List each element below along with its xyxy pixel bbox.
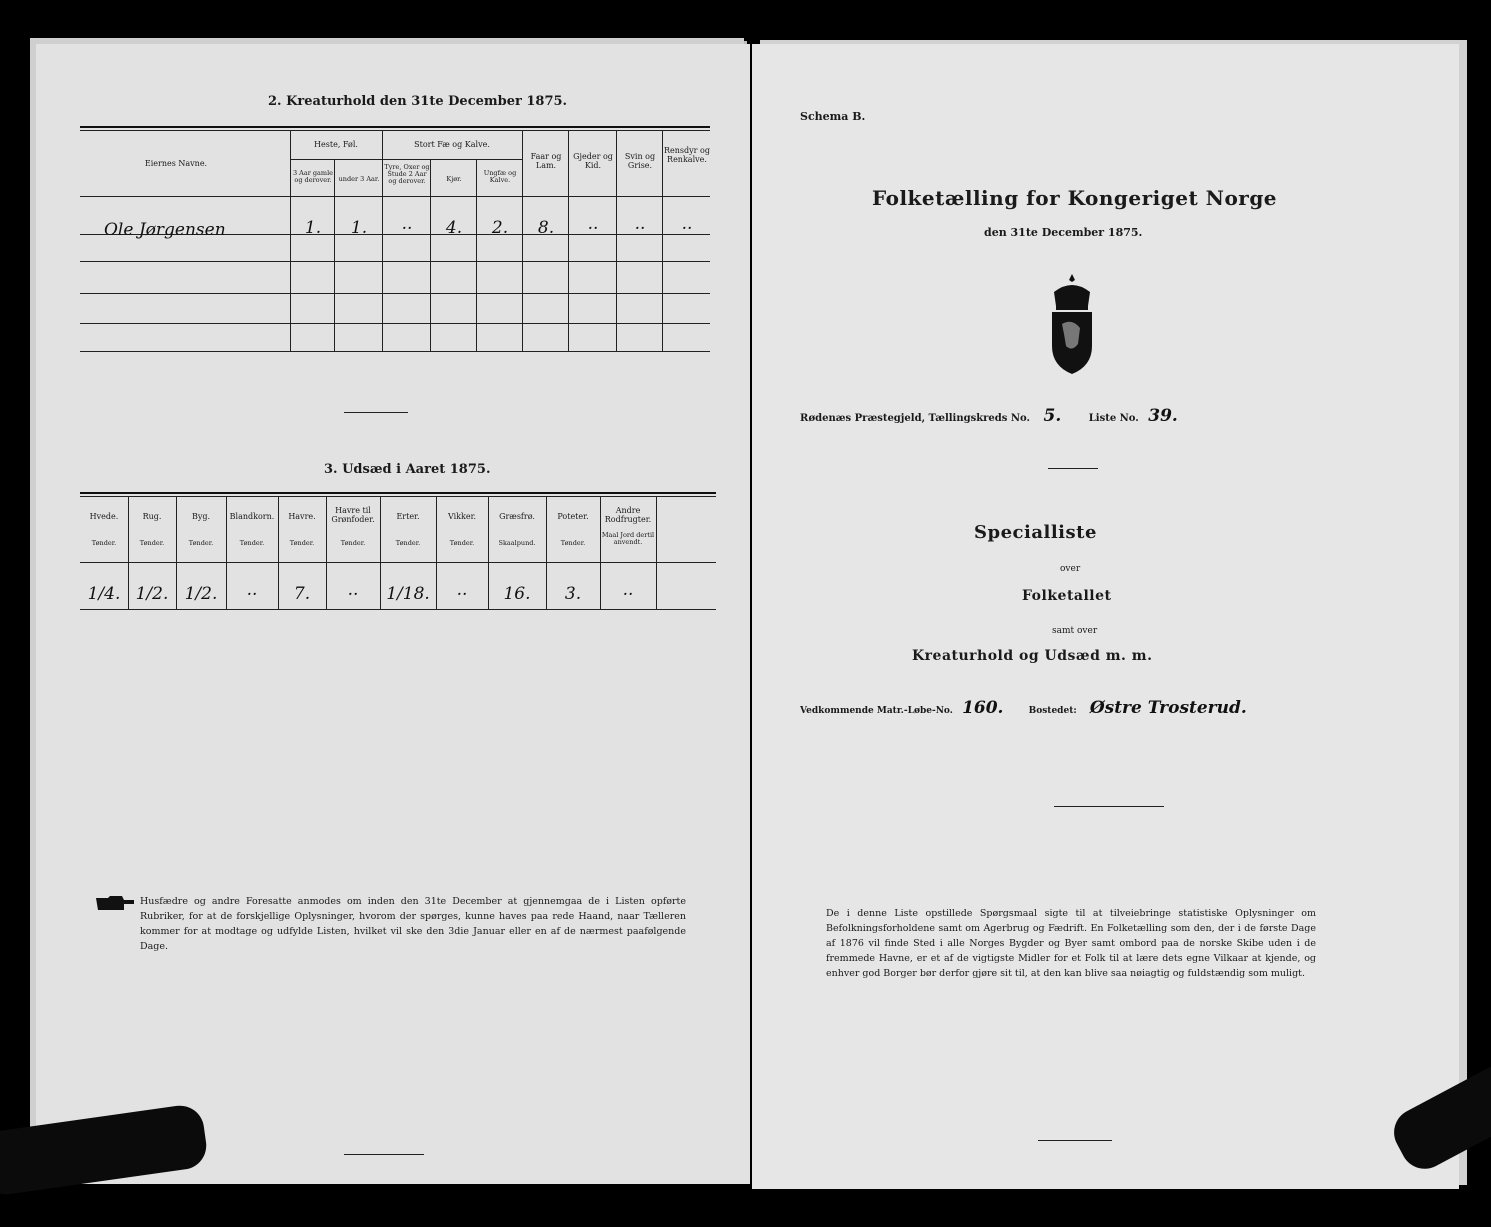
seed-unit-havre-gronfoder: Tønder. bbox=[340, 539, 366, 547]
seed-value: .. bbox=[456, 580, 468, 600]
matr-line bbox=[800, 698, 1247, 718]
cattle-b-value: 4. bbox=[445, 218, 463, 238]
divider bbox=[344, 412, 408, 413]
liste-number: 39. bbox=[1148, 406, 1178, 426]
seed-value: 3. bbox=[564, 584, 582, 604]
seed-unit-blandkorn: Tønder. bbox=[239, 539, 265, 547]
reindeer-value: .. bbox=[681, 214, 693, 234]
seed-unit-hvede: Tønder. bbox=[91, 539, 117, 547]
seed-unit-rug: Tønder. bbox=[139, 539, 165, 547]
norway-coat-of-arms-icon bbox=[1044, 272, 1100, 376]
sheep-value: 8. bbox=[537, 218, 555, 238]
seed-header-graesfro: Græsfrø. bbox=[499, 512, 535, 521]
district-line bbox=[800, 406, 1178, 426]
col-owner: Eiernes Navne. bbox=[144, 159, 208, 168]
seed-unit-erter: Tønder. bbox=[395, 539, 421, 547]
seed-value: 1/2. bbox=[135, 584, 169, 604]
district-number: 5. bbox=[1043, 406, 1062, 426]
seed-value: 16. bbox=[503, 584, 531, 604]
col-horses-a: 3 Aar gamle og derover. bbox=[292, 169, 334, 184]
seed-unit-havre: Tønder. bbox=[289, 539, 315, 547]
col-cattle-c: Ungfæ og Kalve. bbox=[483, 169, 517, 184]
seed-unit-andre: Maal Jord dertil anvendt. bbox=[601, 531, 655, 546]
pigs-value: .. bbox=[634, 214, 646, 234]
col-cattle-b: Kjør. bbox=[446, 175, 462, 183]
col-cattle-a: Tyre, Oxer og Stude 2 Aar og derover. bbox=[384, 163, 430, 185]
liste-label: Liste No. bbox=[1088, 413, 1139, 424]
seed-header-poteter: Poteter. bbox=[557, 512, 589, 521]
kreaturhold-heading: Kreaturhold og Udsæd m. m. bbox=[912, 648, 1153, 664]
col-reindeer: Rensdyr og Renkalve. bbox=[664, 146, 710, 164]
matr-number: 160. bbox=[962, 698, 1004, 718]
col-cattle: Stort Fæ og Kalve. bbox=[414, 140, 490, 149]
seed-value: 7. bbox=[293, 584, 311, 604]
col-horses-b: under 3 Aar. bbox=[338, 175, 380, 183]
seed-header-erter: Erter. bbox=[396, 512, 420, 521]
seed-header-hvede: Hvede. bbox=[89, 512, 119, 521]
seed-value: .. bbox=[246, 580, 258, 600]
col-horses: Heste, Føl. bbox=[314, 140, 358, 149]
over-text: over bbox=[1060, 564, 1081, 574]
cattle-c-value: 2. bbox=[491, 218, 509, 238]
speciallist-heading: Specialliste bbox=[974, 522, 1097, 543]
horses-a-value: 1. bbox=[304, 218, 322, 238]
col-goats: Gjeder og Kid. bbox=[573, 152, 613, 170]
seed-header-byg: Byg. bbox=[191, 512, 211, 521]
seed-unit-vikker: Tønder. bbox=[449, 539, 475, 547]
seed-value: 1/18. bbox=[386, 584, 430, 604]
main-title: Folketælling for Kongeriget Norge bbox=[872, 186, 1278, 210]
bosted-label: Bostedet: bbox=[1028, 706, 1077, 716]
left-page bbox=[36, 44, 750, 1184]
seed-unit-graesfro: Skaalpund. bbox=[498, 539, 536, 547]
seed-header-vikker: Vikker. bbox=[447, 512, 477, 521]
seed-value: 1/4. bbox=[87, 584, 121, 604]
cattle-a-value: .. bbox=[401, 214, 413, 234]
col-pigs: Svin og Grise. bbox=[624, 152, 656, 170]
owner-name: Ole Jørgensen bbox=[104, 220, 226, 240]
schema-label: Schema B. bbox=[800, 110, 866, 123]
census-date: den 31te December 1875. bbox=[984, 226, 1143, 239]
seed-value: .. bbox=[622, 580, 634, 600]
seed-value: .. bbox=[347, 580, 359, 600]
seed-header-rug: Rug. bbox=[142, 512, 162, 521]
col-sheep: Faar og Lam. bbox=[530, 152, 562, 170]
bottom-divider bbox=[344, 1154, 424, 1155]
seed-header-andre: Andre Rodfrugter. bbox=[604, 506, 652, 524]
seed-value: 1/2. bbox=[184, 584, 218, 604]
seed-header-havre: Havre. bbox=[288, 512, 316, 521]
divider bbox=[1054, 806, 1164, 807]
section3-title: 3. Udsæd i Aaret 1875. bbox=[324, 462, 491, 477]
bottom-paragraph: De i denne Liste opstillede Spørgsmaal sigte til at tilveiebringe statistiske Oplysninger om Befolkningsforholdene samt om Agerbrug og Fædrift. En Folketælling som den, der i de første Dage af 1876 vil finde Sted i alle Norges Bygder og Byer samt ombord paa de norske Skibe uden i de fremmede Havne, er et af de vigtigste Midler for et Folk til at lære dets egne Vilkaar at kjende, og enhver god Borger bør derfor gjøre sit til, at den kan blive saa nøiagtig og fuldstændig som muligt. bbox=[826, 908, 1316, 979]
right-page bbox=[752, 44, 1459, 1189]
district-label: Rødenæs Præstegjeld, Tællingskreds No. bbox=[800, 413, 1031, 424]
pointing-hand-icon bbox=[94, 894, 136, 914]
seed-header-blandkorn: Blandkorn. bbox=[229, 512, 275, 521]
matr-label: Vedkommende Matr.-Løbe-No. bbox=[800, 706, 953, 716]
notice-text: Husfædre og andre Foresatte anmodes om inden den 31te December at gjennemgaa de i Listen opførte Rubriker, for at de forskjellige Oplysninger, hvorom der spørges, kunne haves paa rede Haand, naar Tælleren kommer for at modtage og udfylde Listen, hvilket vil ske den 3die Januar eller en af de nærmest paafølgende Dage. bbox=[140, 896, 686, 952]
seed-unit-byg: Tønder. bbox=[188, 539, 214, 547]
seed-header-havre-gronfoder: Havre til Grønfoder. bbox=[331, 506, 375, 524]
samt-over-text: samt over bbox=[1052, 626, 1098, 636]
horses-b-value: 1. bbox=[350, 218, 368, 238]
seed-unit-poteter: Tønder. bbox=[560, 539, 586, 547]
bosted-value: Østre Trosterud. bbox=[1089, 698, 1247, 718]
folketallet-heading: Folketallet bbox=[1022, 588, 1112, 604]
goats-value: .. bbox=[587, 214, 599, 234]
bottom-divider bbox=[1038, 1140, 1112, 1141]
section2-title: 2. Kreaturhold den 31te December 1875. bbox=[268, 94, 568, 109]
divider bbox=[1048, 468, 1098, 469]
